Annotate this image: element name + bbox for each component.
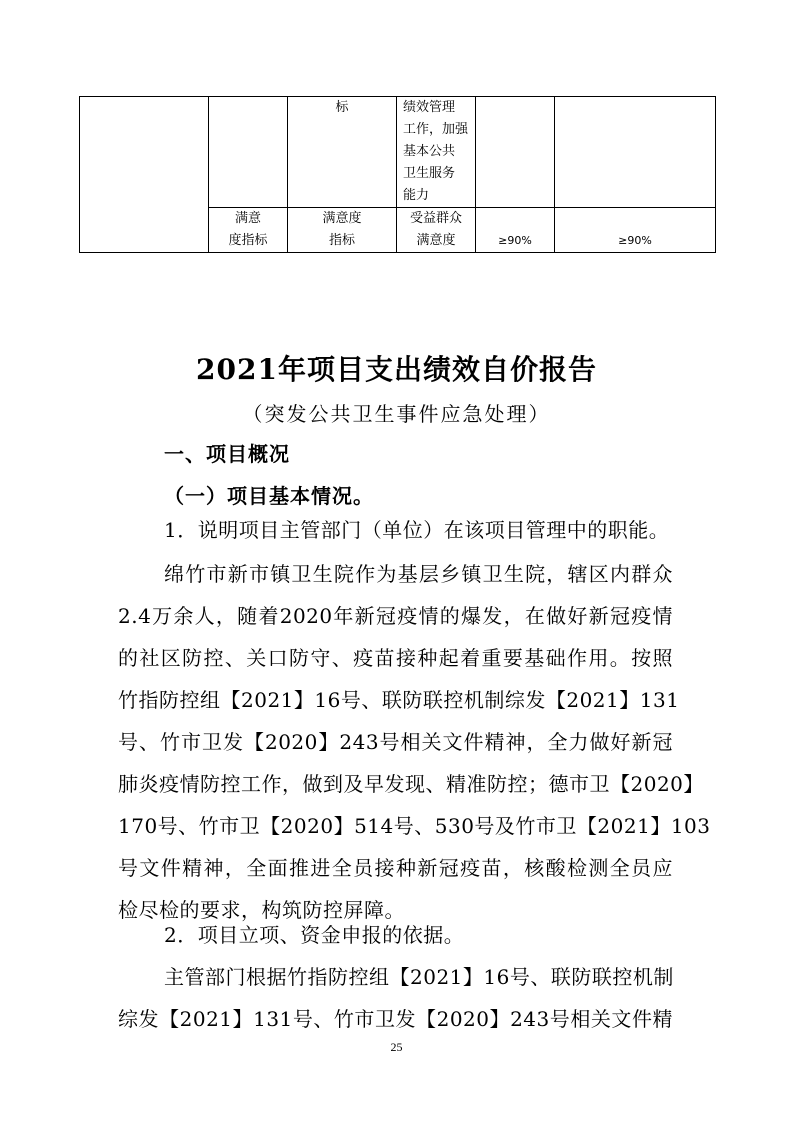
paragraph-line: 170号、竹市卫【2020】514号、530号及竹市卫【2021】103 <box>118 814 711 838</box>
target-value: ≥90% <box>498 234 532 247</box>
level1-indicator-line: 度指标 <box>228 233 268 248</box>
paragraph-line: 综发【2021】131号、竹市卫发【2020】243号相关文件精 <box>118 1007 673 1031</box>
indicator-content-line: 工作，加强 <box>403 122 469 137</box>
indicator-name: 标 <box>335 100 349 115</box>
report-title: 2021年项目支出绩效自价报告 <box>196 353 597 386</box>
report-subtitle: （突发公共卫生事件应急处理） <box>242 402 551 426</box>
table-cell <box>209 97 288 208</box>
indicator-table <box>79 96 716 253</box>
table-cell <box>209 208 288 253</box>
table-cell <box>288 97 397 208</box>
table-cell <box>397 208 476 253</box>
table-row <box>80 97 716 208</box>
table-cell <box>555 208 716 253</box>
table-cell <box>555 97 716 208</box>
paragraph-line: 2.4万余人，随着2020年新冠疫情的爆发，在做好新冠疫情 <box>118 604 673 628</box>
paragraph-line: 号文件精神，全面推进全员接种新冠疫苗，核酸检测全员应 <box>118 856 673 880</box>
table-cell <box>397 97 476 208</box>
actual-value: ≥90% <box>618 234 652 247</box>
paragraph-line: 主管部门根据竹指防控组【2021】16号、联防联控机制 <box>164 965 674 989</box>
paragraph-line: 肺炎疫情防控工作，做到及早发现、精准防控；德市卫【2020】 <box>118 772 704 796</box>
item-heading: 1．说明项目主管部门（单位）在该项目管理中的职能。 <box>164 518 670 542</box>
table-cell <box>476 208 555 253</box>
paragraph-line: 绵竹市新市镇卫生院作为基层乡镇卫生院，辖区内群众 <box>164 562 673 586</box>
indicator-content-line: 受益群众 <box>409 211 462 226</box>
indicator-content-line: 满意度 <box>416 233 456 248</box>
level2-indicator-line: 满意度 <box>322 211 362 226</box>
level2-indicator-line: 指标 <box>328 233 355 248</box>
paragraph-line: 号、竹市卫发【2020】243号相关文件精神，全力做好新冠 <box>118 730 673 754</box>
level1-indicator-line: 满意 <box>234 211 261 226</box>
paragraph-line: 的社区防控、关口防守、疫苗接种起着重要基础作用。按照 <box>118 646 673 670</box>
item-heading: 2．项目立项、资金申报的依据。 <box>164 923 465 947</box>
indicator-content-line: 绩效管理 <box>403 100 456 115</box>
page-number: 25 <box>390 1040 403 1054</box>
table-cell <box>80 97 209 253</box>
indicator-content-line: 卫生服务 <box>403 166 456 181</box>
paragraph-line: 竹指防控组【2021】16号、联防联控机制综发【2021】131 <box>118 688 680 712</box>
subsection-heading: （一）项目基本情况。 <box>164 484 374 508</box>
indicator-content-line: 能力 <box>403 188 430 203</box>
paragraph-line: 检尽检的要求，构筑防控屏障。 <box>118 898 405 922</box>
table-cell <box>476 97 555 208</box>
section-heading: 一、项目概况 <box>164 442 290 466</box>
indicator-content-line: 基本公共 <box>403 144 456 159</box>
table-cell <box>288 208 397 253</box>
